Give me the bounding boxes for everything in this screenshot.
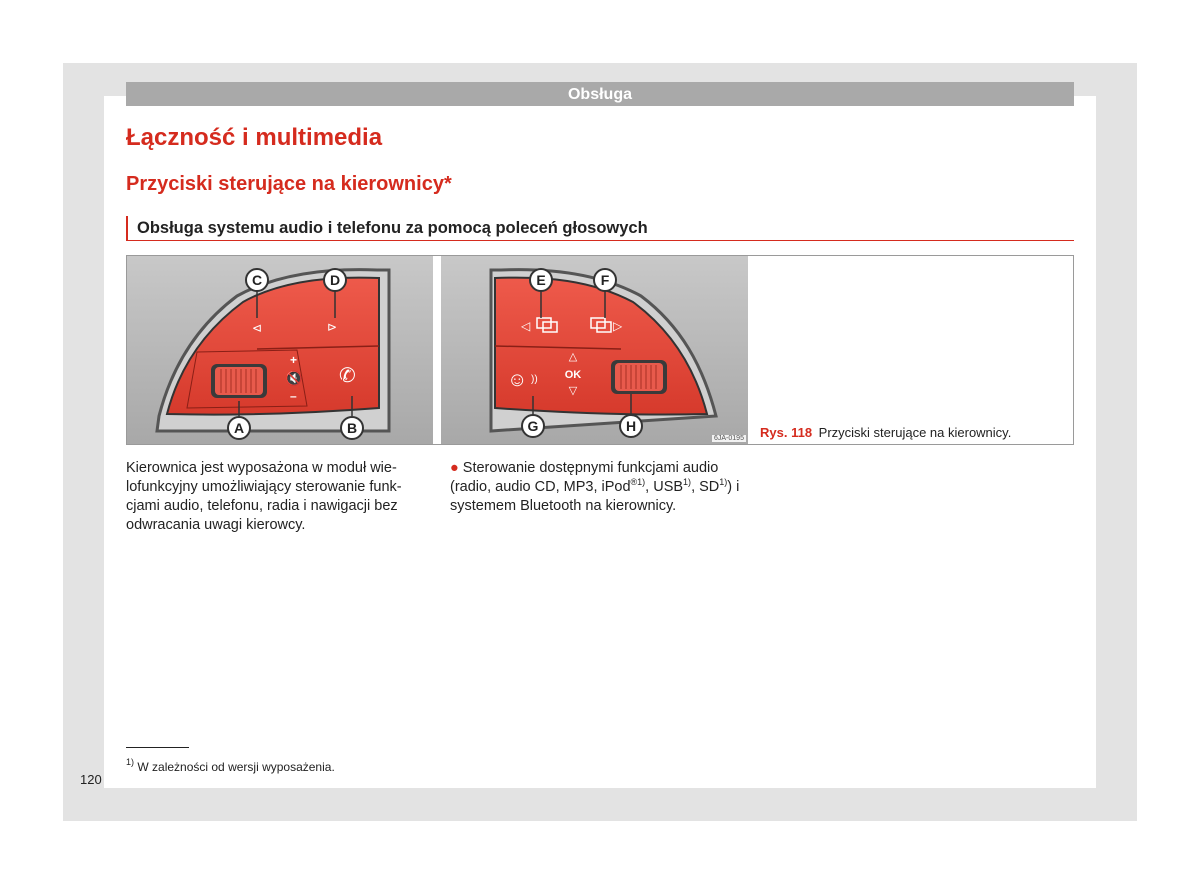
svg-text:D: D (329, 272, 341, 288)
figure-caption-label: Rys. 118 (760, 425, 813, 440)
page-subtitle: Przyciski sterujące na kierownicy* (126, 173, 452, 195)
svg-text:🔇: 🔇 (285, 370, 303, 386)
svg-text:–: – (290, 389, 297, 403)
svg-text:OK: OK (564, 369, 582, 381)
footnote (126, 757, 335, 774)
svg-text:F: F (600, 272, 610, 288)
svg-text:☺: ☺ (507, 369, 528, 391)
svg-text:△: △ (568, 351, 578, 363)
svg-text:C: C (251, 272, 263, 288)
callout-a (228, 417, 250, 439)
svg-text:+: + (290, 353, 298, 367)
subsection-heading (126, 216, 1074, 241)
callout-c (246, 269, 268, 291)
bullet-icon: ● (450, 460, 459, 476)
svg-text:✆: ✆ (339, 365, 356, 387)
figure-caption (760, 425, 1011, 440)
svg-text:⊲: ⊲ (252, 321, 263, 335)
svg-text:)): )) (531, 374, 538, 385)
figure-118 (126, 255, 1074, 445)
body-text-col1: Kierownica jest wyposażona w moduł wielofunkcyjny umożliwiający sterowanie funkcjami audio, telefonu, radia i nawigacji bez odwracania uwagi kierowcy. (126, 460, 402, 533)
svg-text:E: E (536, 272, 546, 288)
svg-text:▷: ▷ (613, 319, 623, 333)
image-code: 6JA-0195 (714, 435, 744, 442)
svg-text:G: G (527, 418, 539, 434)
page-title: Łączność i multimedia (126, 124, 383, 151)
footnote-text: W zależności od wersji wyposażenia. (137, 760, 335, 774)
callout-h (620, 415, 642, 437)
callout-b (341, 417, 363, 439)
svg-text:⊳: ⊳ (327, 320, 338, 334)
callout-d (324, 269, 346, 291)
callout-e (530, 269, 552, 291)
svg-text:H: H (625, 418, 637, 434)
svg-text:◁: ◁ (521, 319, 531, 333)
left-spoke-illustration (127, 256, 433, 444)
svg-text:A: A (233, 420, 245, 436)
footnote-marker: 1) (126, 757, 135, 767)
callout-g (522, 415, 544, 437)
callout-f (594, 269, 616, 291)
section-header: Obsługa (126, 82, 1074, 106)
svg-text:B: B (346, 420, 358, 436)
footnote-divider (126, 747, 189, 748)
body-text-col2: ● Sterowanie dostępnymi funkcjami audio (radio, audio CD, MP3, iPod$^{®1)}$, USB$^{1)}$, SD$^{1)}$) i systemem Bluetooth na kierownicy. (450, 460, 740, 514)
figure-caption-text: Przyciski sterujące na kierownicy. (818, 425, 1012, 440)
figure-divider (433, 256, 441, 444)
svg-text:▽: ▽ (568, 385, 578, 397)
subsection-heading-text: Obsługa systemu audio i telefonu za pomocą poleceń głosowych (137, 219, 648, 237)
page-number: 120 (80, 772, 102, 787)
right-spoke-illustration (441, 256, 748, 444)
